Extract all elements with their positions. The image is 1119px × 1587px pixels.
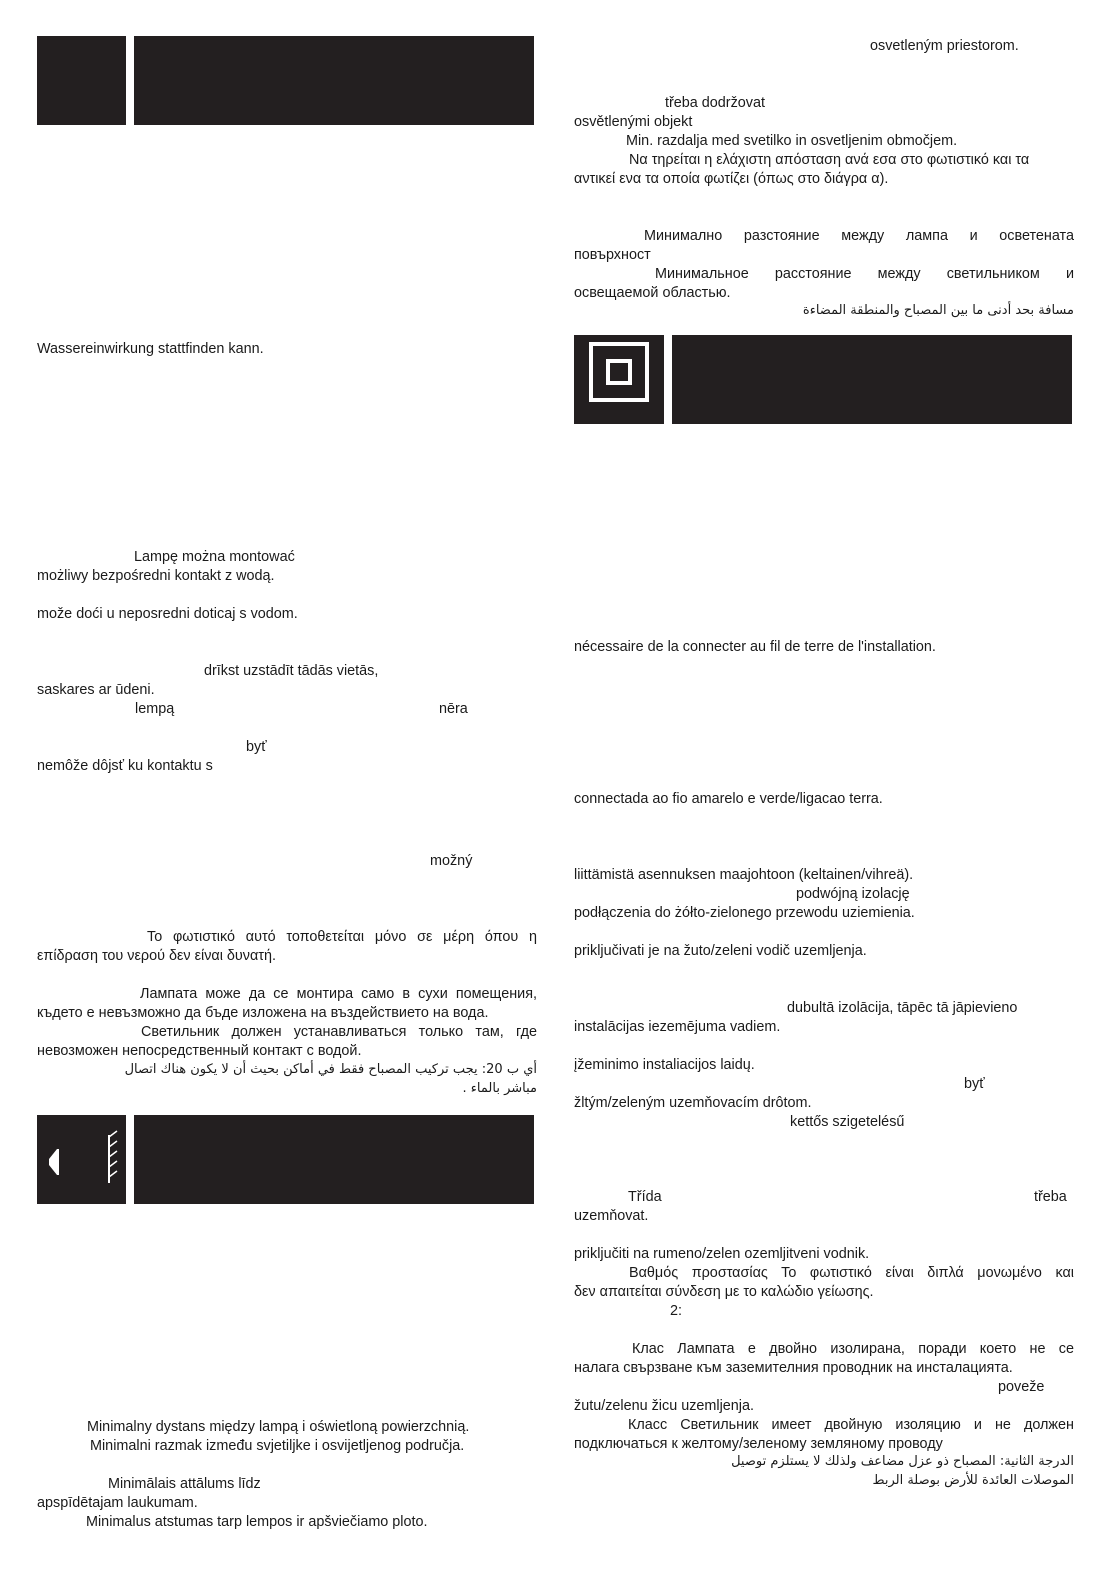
text-line: Класс Светильник имеет двойную изоляцию и не должен <box>628 1417 1074 1433</box>
text-line: 2: <box>670 1303 683 1319</box>
text-line: žltým/zeleným uzemňovacím drôtom. <box>574 1095 812 1111</box>
header-block-wide-right <box>672 335 1072 424</box>
text-line: Lampę można montować <box>134 549 295 565</box>
text-line: priključiti na rumeno/zelen ozemljitveni vodnik. <box>574 1246 870 1262</box>
text-line: Να τηρείται η ελάχιστη απόσταση ανά εσα στο φωτιστικό και τα <box>629 152 1030 168</box>
text-line: apspīdētajam laukumam. <box>37 1495 198 1511</box>
lamp-wall-distance-icon <box>37 1115 126 1204</box>
text-line: невозможен непосредственный контакт с водой. <box>37 1043 362 1059</box>
text-line: byť <box>964 1076 985 1092</box>
text-line: podwójną izolację <box>796 886 910 902</box>
text-line: įžeminimo instaliacijos laidų. <box>574 1057 755 1073</box>
text-line: povеže <box>998 1379 1045 1395</box>
text-line: nemôže dôjsť ku kontaktu s <box>37 758 213 774</box>
text-line: مسافة بحد أدنى ما بين المصباح والمنطقة المضاءة <box>802 303 1074 318</box>
text-line: osvetleným priestorom. <box>870 38 1019 54</box>
text-line: priključivati je na žuto/zeleni vodič uzemljenja. <box>574 943 867 959</box>
text-line: Min. razdalja med svetilko in osvetljenim območjem. <box>626 133 958 149</box>
text-line: lempą <box>135 701 175 717</box>
text-line: مباشر بالماء . <box>462 1081 537 1096</box>
text-line: επίδραση του νερού δεν είναι δυνατή. <box>37 948 276 964</box>
text-line: δεν απαιτείται σύνδεση με το καλώδιο γείωσης. <box>574 1284 874 1300</box>
text-line: kettős szigetelésű <box>790 1114 905 1130</box>
text-line: uzemňovat. <box>574 1208 649 1224</box>
text-line: أي ب 20: يجب تركيب المصباح فقط في أماكن بحيث أن لا يكون هناك اتصال <box>124 1062 537 1077</box>
text-line: Το φωτιστικό αυτό τοποθετείται μόνο σε μέρη όπου η <box>147 929 537 945</box>
text-line: Minimalny dystans między lampą i oświetloną powierzchnią. <box>87 1419 470 1435</box>
header-block-wide-top-left <box>134 36 534 125</box>
text-line: الموصلات العائدة للأرض بوصلة الربط <box>872 1473 1074 1488</box>
text-line: Светильник должен устанавливаться только там, где <box>141 1024 537 1040</box>
header-block-wide-left-lower <box>134 1115 534 1204</box>
text-line: osvětlenými objekt <box>574 114 693 130</box>
text-line: Минимално разстояние между лампа и осветената <box>644 228 1074 244</box>
text-line: nécessaire de la connecter au fil de terre de l'installation. <box>574 639 936 655</box>
text-line: повърхност <box>574 247 651 263</box>
text-line: drīkst uzstādīt tādās vietās, <box>204 663 379 679</box>
text-line: налага свързване към заземителния проводник на инсталацията. <box>574 1360 1013 1376</box>
text-line: Třída <box>628 1189 662 1205</box>
text-line: třeba dodržovat <box>665 95 765 111</box>
text-line: instalācijas iezemējuma vadiem. <box>574 1019 781 1035</box>
text-line: Minimalni razmak između svjetiljke i osvijetljenog područja. <box>90 1438 465 1454</box>
text-line: където е невъзможно да бъде изложена на въздействието на вода. <box>37 1005 489 1021</box>
text-line: dubultā izolācija, tāpēc tā jāpievieno <box>787 1000 1018 1016</box>
double-square-icon <box>574 335 664 424</box>
text-line: подключаться к желтому/зеленому земляному проводу <box>574 1436 943 1452</box>
text-line: nēra <box>439 701 468 717</box>
text-line: Minimālais attālums līdz <box>108 1476 261 1492</box>
header-block-small-top-left <box>37 36 126 125</box>
text-line: connectada ao fio amarelo e verde/ligacao terra. <box>574 791 883 807</box>
text-line: žutu/zelenu žicu uzemljenja. <box>574 1398 754 1414</box>
text-line: Клас Лампата е двойно изолирана, поради което не се <box>632 1341 1074 1357</box>
text-line: αντικεί ενα τα οποία φωτίζει (όπως στο διάγρα α). <box>574 171 889 187</box>
header-block-small-right <box>574 335 664 424</box>
text-line: saskares ar ūdeni. <box>37 682 155 698</box>
text-line: može doći u neposredni doticaj s vodom. <box>37 606 298 622</box>
text-line: możliwy bezpośredni kontakt z wodą. <box>37 568 275 584</box>
text-line: Βαθμός προστασίας Το φωτιστικό είναι διπλά μονωμένο και <box>629 1265 1074 1281</box>
text-line: Wassereinwirkung stattfinden kann. <box>37 341 264 357</box>
text-line: Лампата може да се монтира само в сухи помещения, <box>140 986 537 1002</box>
text-line: освещаемой областью. <box>574 285 731 301</box>
text-line: podłączenia do żółto-zielonego przewodu uziemienia. <box>574 905 915 921</box>
text-line: Minimalus atstumas tarp lempos ir apšviečiamo ploto. <box>86 1514 428 1530</box>
header-block-small-left-lower <box>37 1115 126 1204</box>
text-line: možný <box>430 853 473 869</box>
text-line: liittämistä asennuksen maajohtoon (keltainen/vihreä). <box>574 867 914 883</box>
text-line: třeba <box>1034 1189 1067 1205</box>
text-line: الدرجة الثانية: المصباح ذو عزل مضاعف ولذلك لا يستلزم توصيل <box>731 1454 1074 1469</box>
text-line: Минимальное расстояние между светильником и <box>655 266 1074 282</box>
text-line: byť <box>246 739 267 755</box>
